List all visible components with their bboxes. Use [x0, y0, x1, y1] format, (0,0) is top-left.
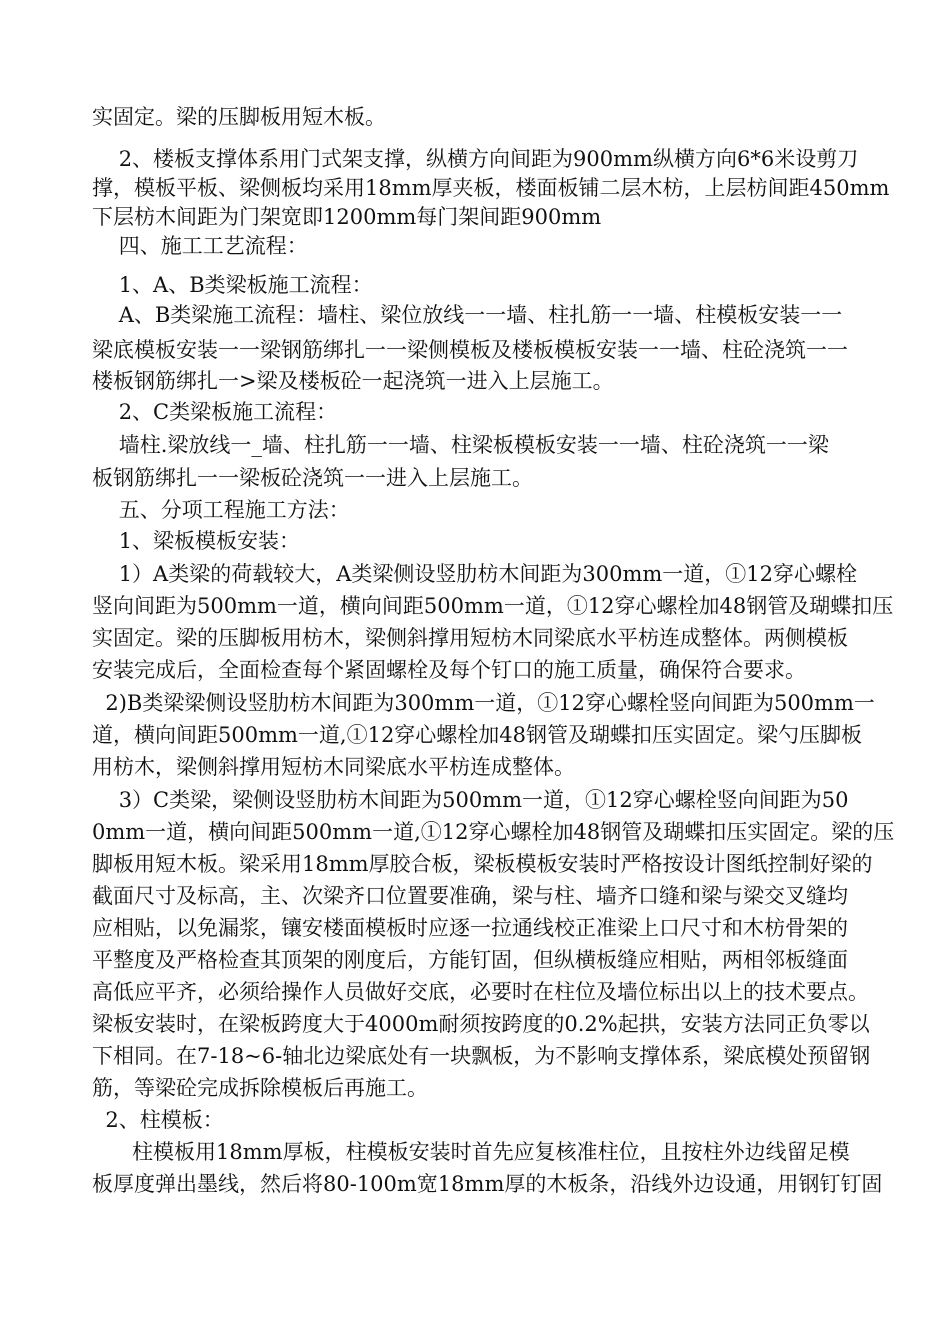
text-line: 竖向间距为500mm一道，横向间距500mm一道，①12穿心螺栓加48钢管及瑚蝶扣压 — [92, 594, 894, 618]
text-line: 3）C类梁，梁侧设竖肋枋木间距为500mm一道，①12穿心螺栓竖向间距为50 — [92, 788, 849, 812]
text-line: 板钢筋绑扎一一梁板砼浇筑一一进入上层施工。 — [92, 466, 533, 490]
text-line: 楼板钢筋绑扎一>梁及楼板砼一起浇筑一进入上层施工。 — [92, 369, 614, 393]
text-line: A、B类梁施工流程：墙柱、梁位放线一一墙、柱扎筋一一墙、柱模板安装一一 — [92, 303, 843, 327]
text-line: 撑，模板平板、梁侧板均采用18mm厚夹板，楼面板铺二层木枋，上层枋间距450mm — [92, 176, 890, 200]
text-line: 下层枋木间距为门架宽即1200mm每门架间距900mm — [92, 205, 602, 229]
text-line: 0mm一道，横向间距500mm一道,①12穿心螺栓加48钢管及瑚蝶扣压实固定。梁的压 — [92, 820, 895, 844]
text-line: 下相同。在7-18~6-轴北边梁底处有一块飘板，为不影响支撑体系，梁底模处预留钢 — [92, 1044, 871, 1068]
text-line: 梁板安装时，在梁板跨度大于4000m耐须按跨度的0.2%起拱，安装方法同正负零以 — [92, 1012, 870, 1036]
text-line: 墙柱.梁放线一_墙、柱扎筋一一墙、柱梁板模板安装一一墙、柱砼浇筑一一梁 — [92, 433, 829, 457]
text-line: 板厚度弹出墨线，然后将80-100m宽18mm厚的木板条，沿线外边设通，用钢钉钉固 — [92, 1172, 883, 1196]
text-line: 筋，等梁砼完成拆除模板后再施工。 — [92, 1076, 428, 1100]
subsection-heading: 1、A、B类梁板施工流程： — [92, 273, 373, 297]
section-heading: 五、分项工程施工方法： — [92, 498, 350, 522]
text-line: 1）A类梁的荷载较大，A类梁侧设竖肋枋木间距为300mm一道，①12穿心螺栓 — [92, 562, 858, 586]
subsection-heading: 2、柱模板： — [92, 1108, 224, 1132]
text-line: 安装完成后，全面检查每个紧固螺栓及每个钉口的施工质量，确保符合要求。 — [92, 658, 806, 682]
text-line: 2、楼板支撑体系用门式架支撑，纵横方向间距为900mm纵横方向6*6米设剪刀 — [92, 147, 859, 171]
text-line: 用枋木，梁侧斜撑用短枋木同梁底水平枋连成整体。 — [92, 755, 575, 779]
text-line: 实固定。梁的压脚板用短木板。 — [92, 105, 386, 129]
subsection-heading: 1、梁板模板安装： — [92, 529, 301, 553]
text-line: 梁底模板安装一一梁钢筋绑扎一一梁侧模板及楼板模板安装一一墙、柱砼浇筑一一 — [92, 338, 848, 362]
subsection-heading: 2、C类梁板施工流程： — [92, 400, 338, 424]
text-line: 实固定。梁的压脚板用枋木，梁侧斜撑用短枋木同梁底水平枋连成整体。两侧模板 — [92, 626, 848, 650]
section-heading: 四、施工工艺流程： — [92, 234, 308, 258]
text-line: 脚板用短木板。梁采用18mm厚胶合板，梁板模板安装时严格按设计图纸控制好梁的 — [92, 852, 873, 876]
text-line: 平整度及严格检查其顶架的刚度后，方能钉固，但纵横板缝应相贴，两相邻板缝面 — [92, 948, 848, 972]
text-line: 道，横向间距500mm一道,①12穿心螺栓加48钢管及瑚蝶扣压实固定。梁勺压脚板 — [92, 723, 863, 747]
text-line: 截面尺寸及标高，主、次梁齐口位置要准确，梁与柱、墙齐口缝和梁与梁交叉缝均 — [92, 884, 848, 908]
text-line: 高低应平齐，必须给操作人员做好交底，必要时在柱位及墙位标出以上的技术要点。 — [92, 980, 869, 1004]
text-line: 应相贴，以免漏浆，镶安楼面模板时应逐一拉通线校正准梁上口尺寸和木枋骨架的 — [92, 916, 848, 940]
text-line: 2)B类梁梁侧设竖肋枋木间距为300mm一道，①12穿心螺栓竖向间距为500mm一 — [92, 691, 875, 715]
text-line: 柱模板用18mm厚板，柱模板安装时首先应复核准柱位，且按柱外边线留足模 — [92, 1140, 850, 1164]
